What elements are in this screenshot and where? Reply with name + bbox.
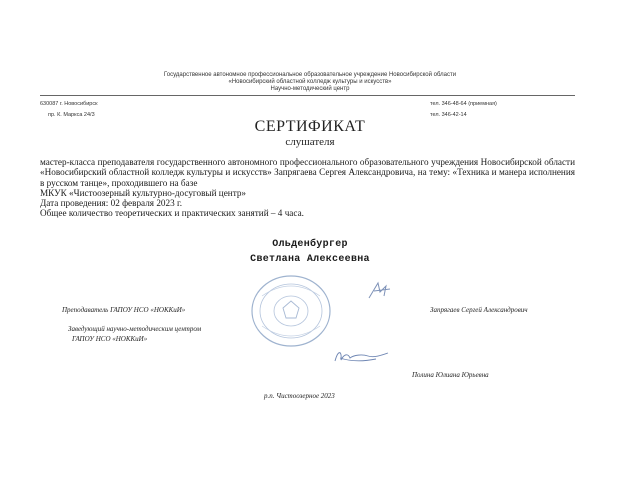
total-hours: Общее количество теоретических и практических занятий – 4 часа. xyxy=(40,208,304,219)
signatory2-role-line2: ГАПОУ НСО «НОККиИ» xyxy=(72,335,148,343)
recipient-name: Светлана Алексеевна xyxy=(250,254,370,265)
recipient-surname: Ольденбургер xyxy=(272,239,348,250)
org-name-line2: «Новосибирский областной колледж культуры и искусств» xyxy=(228,79,392,85)
event-date: Дата проведения: 02 февраля 2023 г. xyxy=(40,198,183,209)
signatory1-name: Запрягаев Сергей Александрович xyxy=(430,306,528,314)
signatory1-role: Преподаватель ГАПОУ НСО «НОККиИ» xyxy=(62,306,186,314)
course-description: мастер-класса преподавателя государственного автономного профессионального образовательного учреждения Новосибирской области «Новосибирский областной колледж культуры и искусств» Запрягаева Сергея Александровича, на тему: «Техника и манера исполнения в русском танце», проходившего на базе xyxy=(40,157,575,188)
signatory2-role-line1: Заведующий научно-методическим центром xyxy=(68,325,202,333)
address-street: пр. К. Маркса 24/3 xyxy=(48,112,95,118)
signature-head-icon xyxy=(332,346,392,366)
address-city: 630087 г. Новосибирск xyxy=(40,101,98,107)
certificate-title: СЕРТИФИКАТ xyxy=(254,118,366,135)
phone-secondary: тел. 346-42-14 xyxy=(430,112,467,118)
department-name: Научно-методический центр xyxy=(270,86,350,92)
venue: МКУК «Чистоозерный культурно-досуговый центр» xyxy=(40,187,247,198)
org-name-line1: Государственное автономное профессиональное образовательное учреждение Новосибирской области xyxy=(163,72,457,78)
official-seal-icon xyxy=(250,274,332,348)
phone-reception: тел. 346-48-64 (приемная) xyxy=(430,101,497,107)
certificate-body xyxy=(40,157,575,219)
certificate-subtitle: слушателя xyxy=(285,136,335,148)
place-and-year: р.п. Чистоозерное 2023 xyxy=(264,392,335,400)
signatory2-name: Полина Юлиана Юрьевна xyxy=(412,371,489,379)
header-divider xyxy=(40,95,575,96)
signature-teacher-icon xyxy=(366,280,396,302)
